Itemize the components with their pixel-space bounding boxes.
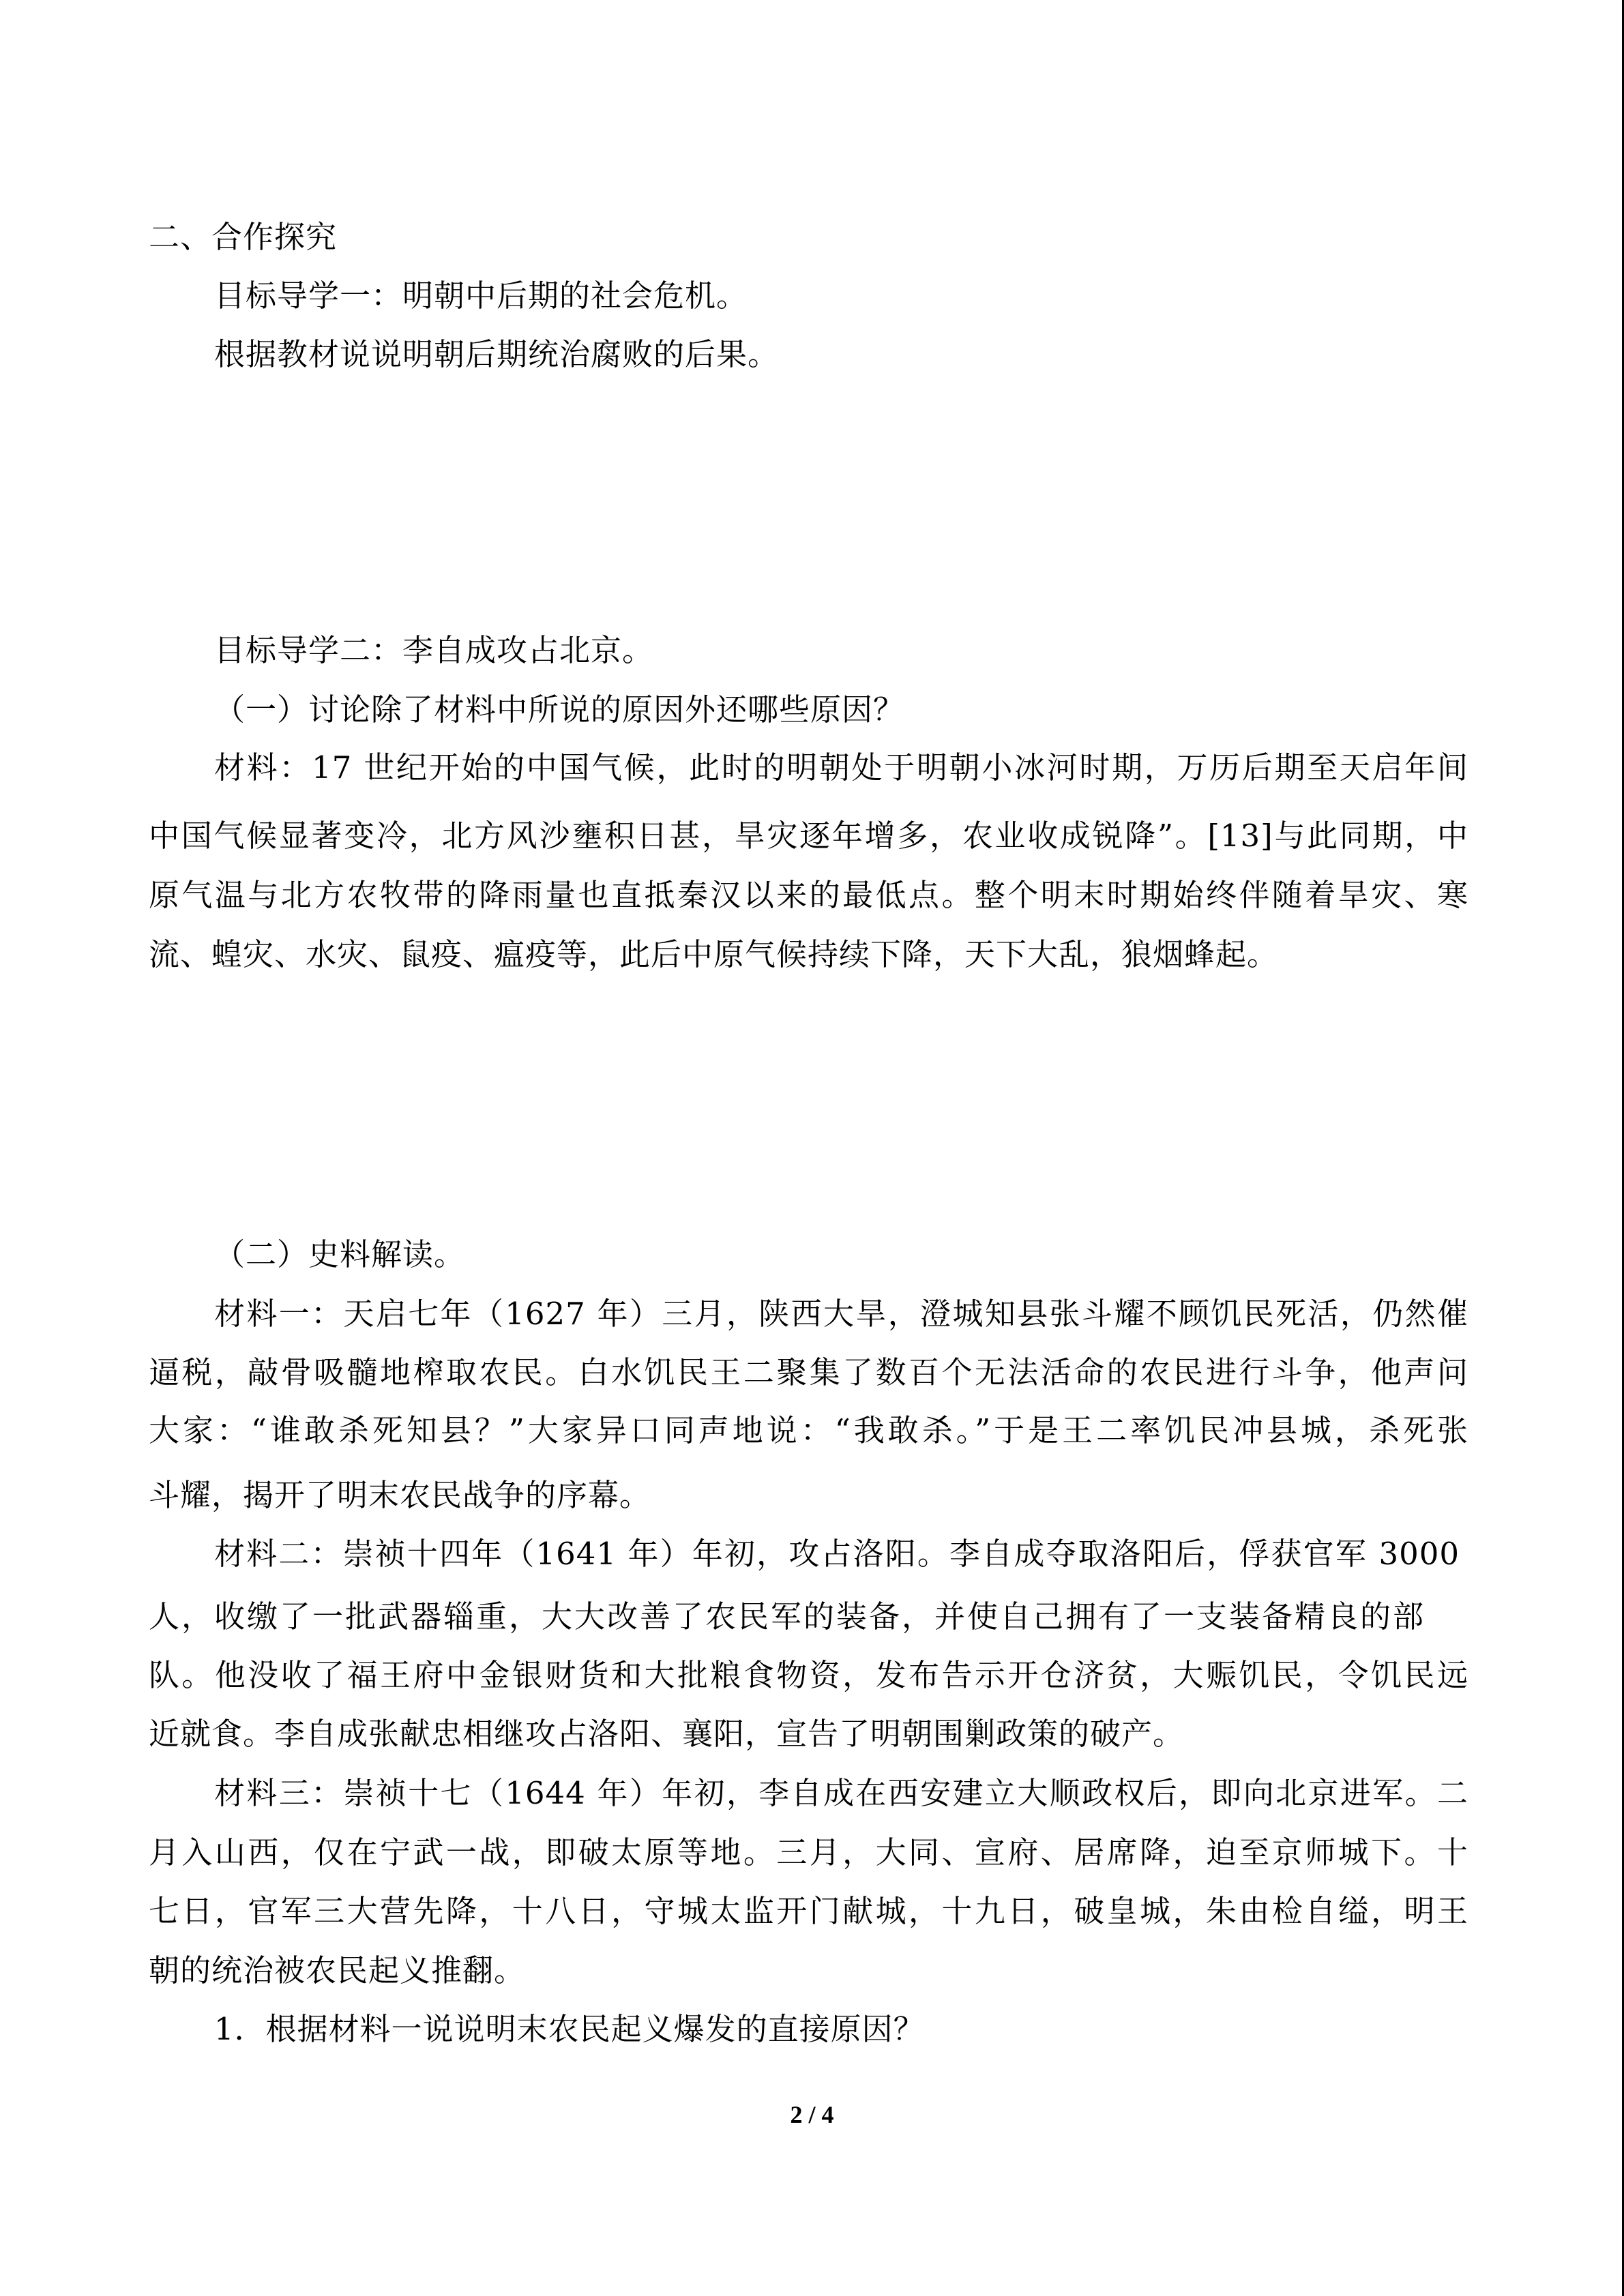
objective-two: 目标导学二：李自成攻占北京。 [214, 632, 654, 668]
material-one-line: 材料一：天启七年（1627 年）三月，陕西大旱，澄城知县张斗耀不顾饥民死活，仍然催 [214, 1296, 1468, 1332]
material-three-line: 七日，官军三大营先降，十八日，守城太监开门献城，十九日，破皇城，朱由检自缢，明王 [149, 1893, 1468, 1929]
material-text-line: 材料：17 世纪开始的中国气候，此时的明朝处于明朝小冰河时期，万历后期至天启年间 [214, 749, 1468, 786]
material-two-line: 人，收缴了一批武器辎重，大大改善了农民军的装备，并使自己拥有了一支装备精良的部 [149, 1598, 1424, 1635]
material-one-line: 大家：“谁敢杀死知县？”大家异口同声地说：“我敢杀。”于是王二率饥民冲县城，杀死张 [149, 1412, 1468, 1448]
sub-heading-one: （一）讨论除了材料中所说的原因外还哪些原因？ [214, 691, 905, 728]
question-text: 根据教材说说明朝后期统治腐败的后果。 [214, 336, 780, 372]
material-two-line: 近就食。李自成张献忠相继攻占洛阳、襄阳，宣告了明朝围剿政策的破产。 [149, 1716, 1185, 1752]
material-two-line: 材料二：崇祯十四年（1641 年）年初，攻占洛阳。李自成夺取洛阳后，俘获官军 3000 [214, 1536, 1460, 1572]
material-text-line: 原气温与北方农牧带的降雨量也直抵秦汉以来的最低点。整个明末时期始终伴随着旱灾、寒 [149, 877, 1468, 913]
page-number: 2 / 4 [790, 2101, 834, 2128]
sub-heading-two: （二）史料解读。 [214, 1236, 466, 1272]
material-one-line: 逼税，敲骨吸髓地榨取农民。白水饥民王二聚集了数百个无法活命的农民进行斗争，他声问 [149, 1354, 1468, 1390]
material-three-line: 材料三：崇祯十七（1644 年）年初，李自成在西安建立大顺政权后，即向北京进军。二 [214, 1775, 1468, 1811]
material-three-line: 朝的统治被农民起义推翻。 [149, 1952, 526, 1988]
objective-one: 目标导学一：明朝中后期的社会危机。 [214, 278, 748, 314]
material-text-line: 中国气候显著变冷，北方风沙壅积日甚，旱灾逐年增多，农业收成锐降”。[13]与此同期，中 [149, 818, 1468, 854]
material-text-line: 流、蝗灾、水灾、鼠疫、瘟疫等，此后中原气候持续下降，天下大乱，狼烟蜂起。 [149, 936, 1279, 972]
material-one-line: 斗耀，揭开了明末农民战争的序幕。 [149, 1477, 651, 1513]
material-two-line: 队。他没收了福王府中金银财货和大批粮食物资，发布告示开仓济贫，大赈饥民，令饥民远 [149, 1657, 1468, 1693]
material-three-line: 月入山西，仅在宁武一战，即破太原等地。三月，大同、宣府、居席降，迫至京师城下。十 [149, 1834, 1468, 1870]
section-heading: 二、合作探究 [149, 219, 338, 255]
question-one: 1．根据材料一说说明末农民起义爆发的直接原因？ [214, 2011, 925, 2047]
